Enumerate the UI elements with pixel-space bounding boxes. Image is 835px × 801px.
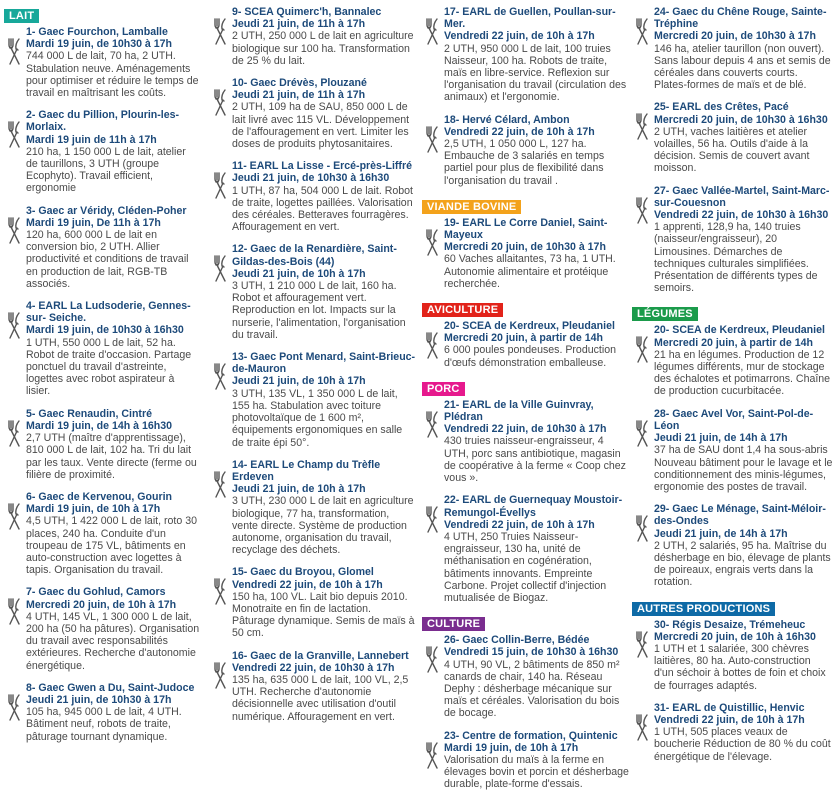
event-entry bbox=[632, 185, 833, 295]
event-entry bbox=[632, 702, 833, 763]
entry-description: 3 UTH, 135 VL, 1 350 000 L de lait, 155 ha. Stabulation avec toiture photovoltaïque de 1 600 m², équipements ergonomiques en salle de traite épi 50°. bbox=[232, 387, 403, 449]
entry-schedule: Vendredi 22 juin, de 10h à 17h bbox=[444, 30, 595, 43]
fork-knife-icon bbox=[635, 513, 650, 543]
fork-knife-icon bbox=[635, 629, 650, 659]
entry-title: 18- Hervé Célard, Ambon bbox=[444, 113, 570, 126]
entry-description: 2 UTH, vaches laitières et atelier volailles, 56 ha. Outils d'aide à la décision. Semis de couvert avant moisson. bbox=[654, 125, 810, 175]
entry-schedule: Mercredi 20 juin, à partir de 14h bbox=[654, 336, 813, 349]
entry-description: 3 UTH, 1 210 000 L de lait, 160 ha. Robot et affouragement vert. Reproduction en lot. Impacts sur la nurserie, l'alimentation, l'organisation du travail. bbox=[232, 280, 406, 341]
entry-title: 31- EARL de Quistillic, Henvic bbox=[654, 701, 805, 714]
column-4 bbox=[632, 6, 833, 773]
entry-title: 10- Gaec Drévès, Plouzané bbox=[232, 77, 367, 90]
entry-schedule: Jeudi 21 juin, de 10h à 17h bbox=[232, 483, 366, 496]
entry-description: 1 UTH, 550 000 L de lait, 52 ha. Robot de traite d'occasion. Partage ponctuel du travail d'astreinte, logettes avec robot aspirateur à lisier. bbox=[26, 336, 192, 398]
entry-description: 146 ha, atelier taurillon (non ouvert). Sans labour depuis 4 ans et semis de céréales dans couverts courts. Plates-formes de maïs et de blé. bbox=[654, 42, 831, 92]
fork-knife-icon bbox=[7, 501, 22, 531]
entry-description: 1 UTH, 505 places veaux de boucherie Réduction de 80 % du coût énergétique de l'élevage. bbox=[654, 726, 831, 763]
event-entry bbox=[422, 494, 630, 604]
event-entry bbox=[4, 682, 200, 743]
fork-knife-icon bbox=[7, 418, 22, 448]
entry-title: 17- EARL de Guellen, Poullan-sur-Mer. bbox=[444, 6, 616, 31]
entry-schedule: Mercredi 20 juin, à partir de 14h bbox=[444, 332, 603, 345]
entry-schedule: Mercredi 20 juin, de 10h à 16h30 bbox=[654, 630, 816, 643]
fork-knife-icon bbox=[425, 330, 440, 360]
event-entry bbox=[422, 217, 630, 290]
entry-description: 60 Vaches allaitantes, 73 ha, 1 UTH. Autonomie alimentaire et protéique recherchée. bbox=[444, 253, 616, 290]
fork-knife-icon bbox=[7, 215, 22, 245]
fork-knife-icon bbox=[213, 361, 228, 391]
entry-schedule: Vendredi 22 juin, de 10h30 à 17h bbox=[232, 661, 395, 674]
entry-description: 105 ha, 945 000 L de lait, 4 UTH. Bâtiment neuf, robots de traite, pâturage tournant dynamique. bbox=[26, 706, 182, 743]
entry-title: 9- SCEA Quimerc'h, Bannalec bbox=[232, 6, 382, 18]
entry-title: 22- EARL de Guernequay Moustoir-Remungol-Évellys bbox=[444, 494, 623, 519]
entry-schedule: Vendredi 22 juin, de 10h à 17h bbox=[232, 578, 383, 591]
fork-knife-icon bbox=[635, 712, 650, 742]
event-entry bbox=[632, 6, 833, 91]
entry-schedule: Jeudi 21 juin, de 14h à 17h bbox=[654, 527, 788, 540]
entry-title: 19- EARL Le Corre Daniel, Saint-Mayeux bbox=[444, 216, 608, 242]
entry-schedule: Vendredi 22 juin, de 10h à 17h bbox=[444, 518, 595, 531]
entry-schedule: Vendredi 22 juin, de 10h à 17h bbox=[444, 125, 595, 138]
entry-description: 4 UTH, 90 VL, 2 bâtiments de 850 m² canards de chair, 140 ha. Réseau Dephy : désherbage mécanique sur maïs et céréales. Valorisation du bois de bocage. bbox=[444, 658, 620, 720]
fork-knife-icon bbox=[425, 16, 440, 46]
fork-knife-icon bbox=[7, 692, 22, 722]
fork-knife-icon bbox=[213, 576, 228, 606]
entry-description: 120 ha, 600 000 L de lait en conversion bio, 2 UTH. Allier productivité et conditions de travail en production de lait, RGB-TB associés. bbox=[26, 229, 189, 290]
entry-title: 20- SCEA de Kerdreux, Pleudaniel bbox=[444, 320, 615, 333]
event-entry bbox=[422, 634, 630, 719]
fork-knife-icon bbox=[213, 170, 228, 200]
entry-description: 4 UTH, 145 VL, 1 300 000 L de lait, 200 ha (50 ha pâtures). Organisation du travail avec responsabilités extérieures. Recherche d'autonomie énergétique. bbox=[26, 610, 200, 672]
event-entry bbox=[632, 503, 833, 588]
entry-title: 20- SCEA de Kerdreux, Pleudaniel bbox=[654, 324, 825, 337]
entry-description: 2 UTH, 950 000 L de lait, 100 truies Naisseur, 100 ha. Robots de traite, maïs en libre-service. Reflexion sur l'organisation du travail (circulation des animaux) et l'ergonomie. bbox=[444, 42, 627, 104]
entry-description: 4,5 UTH, 1 422 000 L de lait, roto 30 places, 240 ha. Conduite d'un troupeau de 175 VL, bâtiments en auto-construction avec logettes à tapis. Organisation du travail. bbox=[26, 515, 197, 577]
entry-title: 2- Gaec du Pillion, Plourin-les-Morlaix. bbox=[26, 109, 180, 134]
entry-description: 210 ha, 1 150 000 L de lait, atelier de taurillons, 3 UTH (groupe Ecophyto). Travail efficient, ergonomie bbox=[26, 145, 186, 195]
event-entry bbox=[422, 730, 630, 791]
entry-description: 2,7 UTH (maître d'apprentissage), 810 000 L de lait, 102 ha. Tri du lait par les taux. Vente directe (ferme ou filière de proximité. bbox=[26, 432, 197, 481]
column-1 bbox=[4, 6, 200, 753]
entry-schedule: Jeudi 21 juin, de 10h30 à 16h30 bbox=[232, 172, 390, 185]
entry-schedule: Mardi 19 juin, de 10h à 17h bbox=[26, 503, 161, 516]
entry-description: 135 ha, 635 000 L de lait, 100 VL, 2,5 UTH. Recherche d'autonomie décisionnelle avec utilisation d'outil numérique. Affouragement en vert. bbox=[232, 673, 409, 723]
fork-knife-icon bbox=[7, 596, 22, 626]
fork-knife-icon bbox=[425, 227, 440, 257]
event-entry bbox=[4, 205, 200, 290]
entry-schedule: Mardi 19 juin, de 10h30 à 16h30 bbox=[26, 324, 184, 337]
entry-title: 7- Gaec du Gohlud, Camors bbox=[26, 586, 166, 599]
fork-knife-icon bbox=[7, 119, 22, 149]
entry-title: 29- Gaec Le Ménage, Saint-Méloir-des-Ondes bbox=[654, 503, 826, 528]
category-heading: PORC bbox=[422, 382, 465, 396]
entry-description: 21 ha en légumes. Production de 12 légumes différents, mur de stockage des échalotes et potimarrons. Chaîne de production cucurbitacée. bbox=[654, 348, 831, 398]
entry-title: 3- Gaec ar Véridy, Cléden-Poher bbox=[26, 204, 187, 217]
entry-schedule: Jeudi 21 juin, de 11h à 17h bbox=[232, 89, 366, 102]
event-entry bbox=[210, 6, 416, 67]
entry-title: 13- Gaec Pont Menard, Saint-Brieuc-de-Mauron bbox=[232, 351, 416, 376]
event-entry bbox=[4, 26, 200, 99]
entry-schedule: Jeudi 21 juin, de 10h30 à 17h bbox=[26, 693, 172, 706]
entry-title: 15- Gaec du Broyou, Glomel bbox=[232, 566, 374, 579]
entry-schedule: Vendredi 15 juin, de 10h30 à 16h30 bbox=[444, 646, 619, 659]
entry-description: 3 UTH, 230 000 L de lait en agriculture biologique, 77 ha, transformation, vente directe. Système de production autonome, organisation du travail, recyclage des déchets. bbox=[232, 495, 414, 557]
fork-knife-icon bbox=[7, 36, 22, 66]
fork-knife-icon bbox=[425, 409, 440, 439]
entry-schedule: Vendredi 22 juin, de 10h30 à 17h bbox=[444, 423, 607, 436]
event-entry bbox=[4, 491, 200, 576]
category-heading: AUTRES PRODUCTIONS bbox=[632, 602, 775, 616]
entry-schedule: Mardi 19 juin de 11h à 17h bbox=[26, 133, 157, 146]
entry-description: 2 UTH, 109 ha de SAU, 850 000 L de lait livré avec 115 VL. Développement de l'affouragement en vert. Limiter les doses de produits phytosanitaires. bbox=[232, 101, 410, 151]
event-entry bbox=[422, 320, 630, 369]
entry-description: 37 ha de SAU dont 1,4 ha sous-abris Nouveau bâtiment pour le lavage et le conditionnement des minis-légumes, ergonomie des postes de travail. bbox=[654, 444, 833, 493]
entry-title: 27- Gaec Vallée-Martel, Saint-Marc-sur-Couesnon bbox=[654, 184, 830, 209]
fork-knife-icon bbox=[635, 418, 650, 448]
event-entry bbox=[632, 101, 833, 174]
fork-knife-icon bbox=[213, 16, 228, 46]
fork-knife-icon bbox=[213, 660, 228, 690]
event-entry bbox=[210, 650, 416, 723]
event-entry bbox=[4, 586, 200, 671]
event-entry bbox=[210, 351, 416, 449]
event-entry bbox=[4, 109, 200, 194]
entry-schedule: Mercredi 20 juin, de 10h à 17h bbox=[26, 598, 177, 611]
entry-title: 28- Gaec Avel Vor, Saint-Pol-de-Léon bbox=[654, 407, 814, 432]
fork-knife-icon bbox=[635, 111, 650, 141]
entry-description: 1 UTH et 1 salariée, 300 chèvres laitières, 80 ha. Auto-construction d'un séchoir à bottes de foin et choix de fourrages adaptés. bbox=[654, 642, 826, 692]
event-entry bbox=[210, 160, 416, 233]
entry-description: 2 UTH, 2 salariés, 95 ha. Maîtrise du désherbage en bio, élevage de plants de poireaux, engrais verts dans la rotation. bbox=[654, 539, 831, 589]
entry-title: 8- Gaec Gwen a Du, Saint-Judoce bbox=[26, 681, 195, 694]
entry-title: 1- Gaec Fourchon, Lamballe bbox=[26, 26, 168, 38]
entry-description: 4 UTH, 250 Truies Naisseur-engraisseur, 130 ha, unité de méthanisation en cogénération, bâtiments innovants. Empreinte Carbone. Projet collectif d'injection mutualisée de Biogaz. bbox=[444, 530, 607, 604]
entry-schedule: Jeudi 21 juin, de 14h à 17h bbox=[654, 432, 788, 445]
entry-description: 744 000 L de lait, 70 ha, 2 UTH. Stabulation neuve. Aménagements pour optimiser et réduire le temps de travail en maîtrisant les coûts. bbox=[26, 50, 199, 100]
entry-description: 1 UTH, 87 ha, 504 000 L de lait. Robot de traite, logettes paillées. Valorisation des céréales. Betteraves fourragères. Affouragement en vert. bbox=[232, 184, 413, 234]
fork-knife-icon bbox=[213, 253, 228, 283]
entry-schedule: Vendredi 22 juin, de 10h à 17h bbox=[654, 713, 805, 726]
entry-schedule: Mardi 19 juin, de 10h30 à 17h bbox=[26, 38, 173, 51]
entry-description: Valorisation du maïs à la ferme en élevages bovin et porcin et désherbage durable, plate-forme d'essais. bbox=[444, 753, 629, 791]
fork-knife-icon bbox=[7, 310, 22, 340]
entry-schedule: Vendredi 22 juin, de 10h30 à 16h30 bbox=[654, 209, 829, 222]
category-heading: LAIT bbox=[4, 9, 39, 23]
fork-knife-icon bbox=[635, 16, 650, 46]
entry-title: 14- EARL Le Champ du Trèfle Erdeven bbox=[232, 458, 381, 483]
entry-description: 1 apprenti, 128,9 ha, 140 truies (naisseur/engraisseur), 20 Limousines. Démarches de techniques culturales simplifiées. Présentation de différents types de semoirs. bbox=[654, 221, 818, 295]
entry-schedule: Jeudi 21 juin, de 10h à 17h bbox=[232, 267, 366, 280]
fork-knife-icon bbox=[425, 124, 440, 154]
event-entry bbox=[4, 300, 200, 398]
event-entry bbox=[210, 77, 416, 150]
entry-description: 150 ha, 100 VL. Lait bio depuis 2010. Monotraite en fin de lactation. Pâturage dynamique. Semis de maïs à 50 cm. bbox=[232, 590, 415, 640]
fork-knife-icon bbox=[635, 195, 650, 225]
entry-description: 6 000 poules pondeuses. Production d'œufs démonstration emballeuse. bbox=[444, 344, 616, 369]
fork-knife-icon bbox=[635, 334, 650, 364]
fork-knife-icon bbox=[213, 469, 228, 499]
event-entry bbox=[422, 114, 630, 187]
entry-title: 16- Gaec de la Granville, Lannebert bbox=[232, 649, 409, 662]
entry-schedule: Jeudi 21 juin, de 11h à 17h bbox=[232, 18, 366, 31]
entry-title: 26- Gaec Collin-Berre, Bédée bbox=[444, 634, 590, 647]
entry-title: 25- EARL des Crêtes, Pacé bbox=[654, 101, 789, 114]
entry-title: 12- Gaec de la Renardière, Saint- Gildas-des-Bois (44) bbox=[232, 243, 397, 268]
fork-knife-icon bbox=[425, 504, 440, 534]
fork-knife-icon bbox=[213, 87, 228, 117]
entry-description: 430 truies naisseur-engraisseur, 4 UTH, porc sans antibiotique, magasin de coopérative à la ferme « Coop chez vous ». bbox=[444, 435, 626, 485]
event-entry bbox=[210, 243, 416, 341]
event-entry bbox=[632, 408, 833, 493]
event-entry bbox=[632, 619, 833, 692]
entry-title: 11- EARL La Lisse - Ercé-près-Liffré bbox=[232, 160, 412, 173]
entry-title: 30- Régis Desaize, Trémeheuc bbox=[654, 618, 806, 631]
entry-title: 21- EARL de la Ville Guinvray, Plédran bbox=[444, 398, 594, 424]
event-entry bbox=[210, 566, 416, 639]
event-entry bbox=[422, 399, 630, 484]
entry-schedule: Mercredi 20 juin, de 10h30 à 17h bbox=[444, 241, 606, 254]
fork-knife-icon bbox=[425, 644, 440, 674]
category-heading: VIANDE BOVINE bbox=[422, 200, 521, 214]
entry-schedule: Mercredi 20 juin, de 10h30 à 16h30 bbox=[654, 113, 828, 126]
entry-schedule: Mercredi 20 juin, de 10h30 à 17h bbox=[654, 30, 816, 43]
column-3 bbox=[422, 6, 630, 801]
event-entry bbox=[422, 6, 630, 104]
entry-schedule: Jeudi 21 juin, de 10h à 17h bbox=[232, 375, 366, 388]
event-entry bbox=[4, 408, 200, 481]
entry-schedule: Mardi 19 juin, de 14h à 16h30 bbox=[26, 419, 173, 432]
entry-title: 4- EARL La Ludsoderie, Gennes-sur- Seiche. bbox=[26, 300, 191, 325]
entry-title: 5- Gaec Renaudin, Cintré bbox=[26, 407, 152, 420]
entry-schedule: Mardi 19 juin, De 11h à 17h bbox=[26, 216, 161, 229]
category-heading: AVICULTURE bbox=[422, 303, 503, 317]
entry-description: 2 UTH, 250 000 L de lait en agriculture biologique sur 100 ha. Transformation de 25 % du lait. bbox=[232, 30, 414, 67]
column-2 bbox=[210, 6, 416, 733]
event-entry bbox=[632, 324, 833, 397]
fork-knife-icon bbox=[425, 740, 440, 770]
category-heading: LÉGUMES bbox=[632, 307, 698, 321]
entry-schedule: Mardi 19 juin, de 10h à 17h bbox=[444, 741, 579, 754]
event-entry bbox=[210, 459, 416, 557]
entry-title: 23- Centre de formation, Quintenic bbox=[444, 729, 618, 742]
category-heading: CULTURE bbox=[422, 617, 485, 631]
entry-title: 24- Gaec du Chêne Rouge, Sainte-Tréphine bbox=[654, 6, 827, 31]
entry-title: 6- Gaec de Kervenou, Gourin bbox=[26, 490, 172, 503]
entry-description: 2,5 UTH, 1 050 000 L, 127 ha. Embauche de 3 salariés en temps partiel pour plus de flexibilité dans l'organisation du travail . bbox=[444, 138, 605, 187]
